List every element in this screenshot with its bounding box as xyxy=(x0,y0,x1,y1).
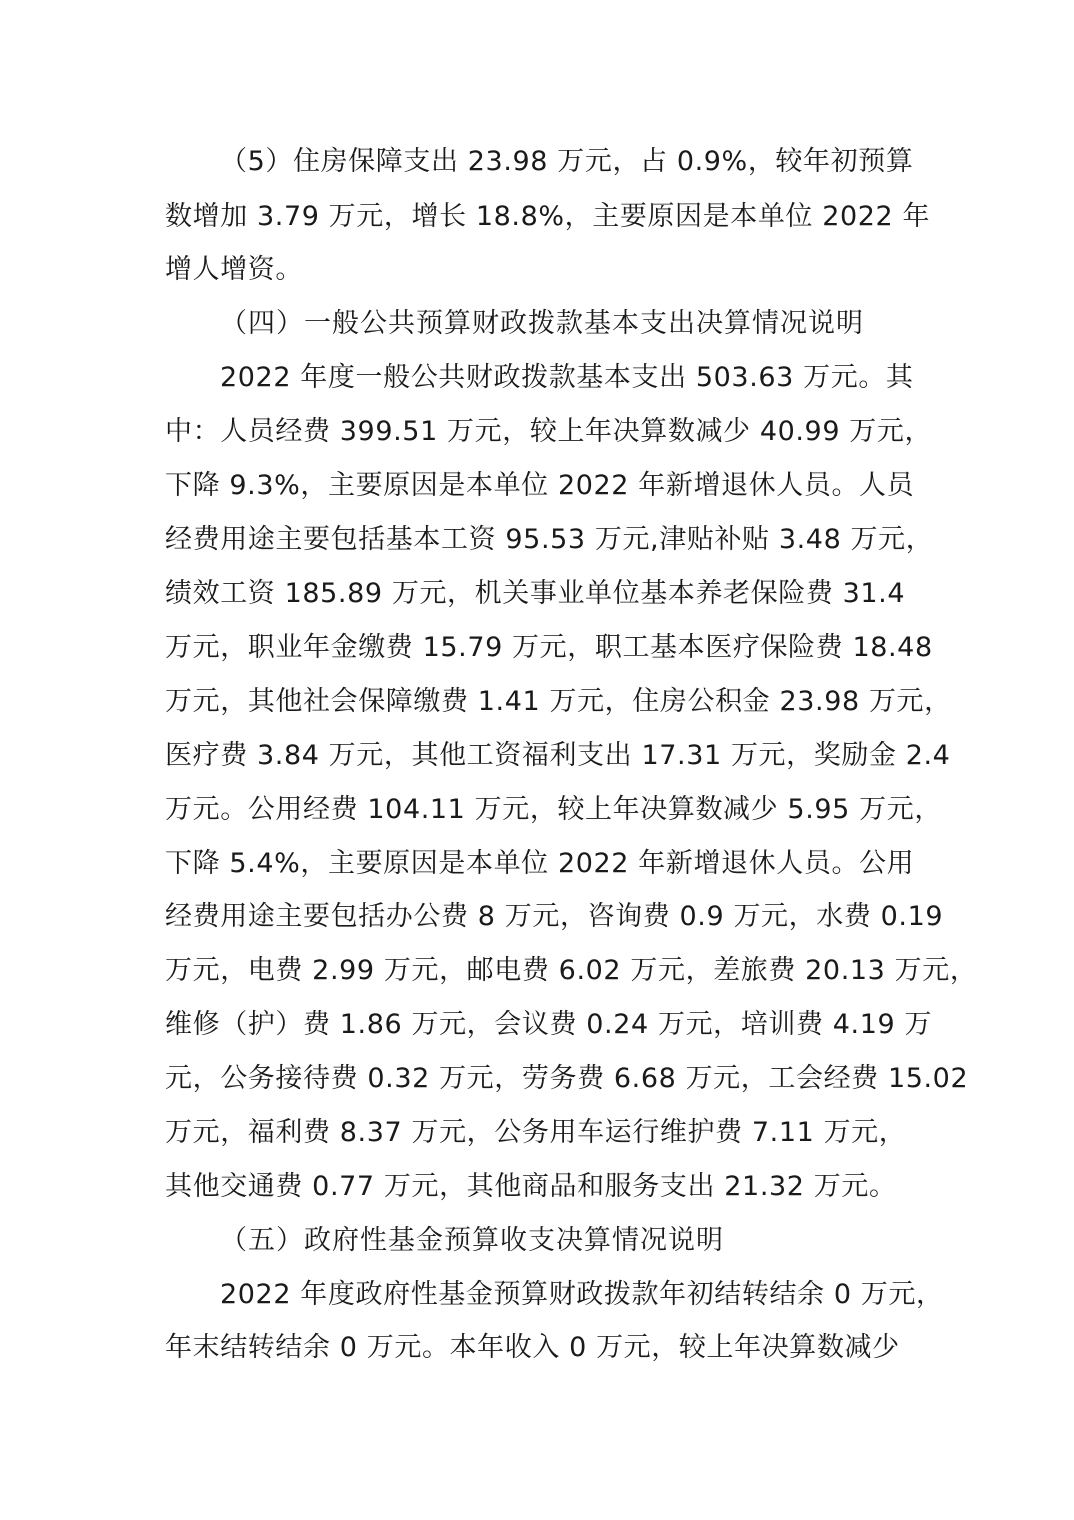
paragraph-line: 数增加 3.79 万元，增长 18.8%，主要原因是本单位 2022 年 xyxy=(165,201,931,232)
paragraph-line: （5）住房保障支出 23.98 万元，占 0.9%，较年初预算 xyxy=(220,146,914,177)
paragraph-line: 中：人员经费 399.51 万元，较上年决算数减少 40.99 万元， xyxy=(165,416,933,447)
paragraph-line: 万元，福利费 8.37 万元，公务用车运行维护费 7.11 万元， xyxy=(165,1117,907,1148)
paragraph-line: 经费用途主要包括办公费 8 万元，咨询费 0.9 万元，水费 0.19 xyxy=(165,901,944,932)
paragraph-line: 经费用途主要包括基本工资 95.53 万元,津贴补贴 3.48 万元， xyxy=(165,524,934,555)
paragraph-line: 万元，电费 2.99 万元，邮电费 6.02 万元，差旅费 20.13 万元， xyxy=(165,955,978,986)
paragraph-line: 下降 9.3%，主要原因是本单位 2022 年新增退休人员。人员 xyxy=(165,470,915,501)
paragraph-line: 其他交通费 0.77 万元，其他商品和服务支出 21.32 万元。 xyxy=(165,1171,897,1202)
paragraph-line: 2022 年度政府性基金预算财政拨款年初结转结余 0 万元， xyxy=(220,1279,944,1310)
section-heading: （五）政府性基金预算收支决算情况说明 xyxy=(220,1225,724,1256)
paragraph-line: 元，公务接待费 0.32 万元，劳务费 6.68 万元，工会经费 15.02 xyxy=(165,1063,969,1094)
paragraph-line: 万元，其他社会保障缴费 1.41 万元，住房公积金 23.98 万元， xyxy=(165,686,952,717)
paragraph-line: 医疗费 3.84 万元，其他工资福利支出 17.31 万元，奖励金 2.4 xyxy=(165,740,951,771)
paragraph-line: 万元，职业年金缴费 15.79 万元，职工基本医疗保险费 18.48 xyxy=(165,632,933,663)
section-heading: （四）一般公共预算财政拨款基本支出决算情况说明 xyxy=(220,308,864,339)
paragraph-line: 维修（护）费 1.86 万元，会议费 0.24 万元，培训费 4.19 万 xyxy=(165,1009,933,1040)
paragraph-line: 年末结转结余 0 万元。本年收入 0 万元，较上年决算数减少 xyxy=(165,1332,900,1363)
paragraph-line: 绩效工资 185.89 万元，机关事业单位基本养老保险费 31.4 xyxy=(165,578,906,609)
paragraph-line: 增人增资。 xyxy=(165,254,303,285)
paragraph-line: 下降 5.4%，主要原因是本单位 2022 年新增退休人员。公用 xyxy=(165,848,915,879)
paragraph-line: 2022 年度一般公共财政拨款基本支出 503.63 万元。其 xyxy=(220,362,914,393)
paragraph-line: 万元。公用经费 104.11 万元，较上年决算数减少 5.95 万元， xyxy=(165,794,942,825)
